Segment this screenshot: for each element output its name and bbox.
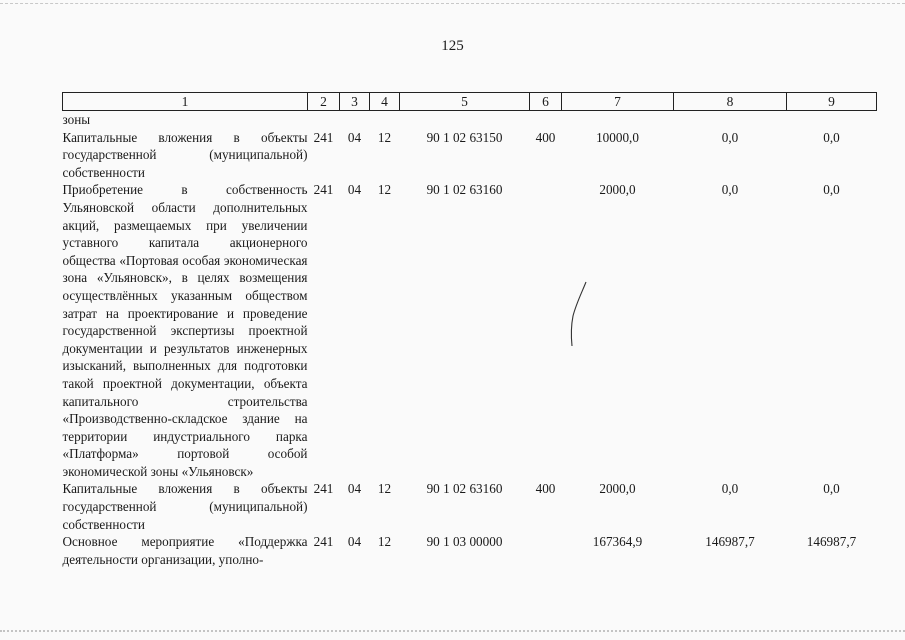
cell-col9: 0,0 <box>823 129 840 145</box>
row-name: Капитальные вложения в объекты государственной (муниципальной) собственности <box>62 129 308 180</box>
table-header-row <box>63 93 877 111</box>
row-name: Капитальные вложения в объекты государственной (муниципальной) собственности <box>62 481 308 532</box>
cell-col5: 90 1 02 63160 <box>426 182 503 198</box>
cell-col6 <box>530 111 562 129</box>
cell-col5: 90 1 02 63150 <box>426 129 503 145</box>
cell-col2 <box>308 111 340 129</box>
scan-edge-top <box>0 3 905 4</box>
column-header: 5 <box>400 93 530 111</box>
cell-col5: 90 1 02 63160 <box>426 481 503 497</box>
table-row <box>63 129 877 182</box>
column-header: 2 <box>308 93 340 111</box>
table-row <box>63 181 877 480</box>
cell-col3: 04 <box>347 481 362 497</box>
cell-col3: 04 <box>347 182 362 198</box>
row-name: зоны <box>62 112 91 127</box>
column-header: 6 <box>530 93 562 111</box>
cell-col7 <box>562 111 674 129</box>
cell-col5 <box>400 111 530 129</box>
cell-col2: 241 <box>313 534 334 550</box>
cell-col9: 0,0 <box>823 481 840 497</box>
cell-col5: 90 1 03 00000 <box>426 534 503 550</box>
column-header: 4 <box>370 93 400 111</box>
table-row <box>63 480 877 533</box>
cell-col8: 146987,7 <box>705 534 755 550</box>
cell-col6: 400 <box>535 481 556 497</box>
column-header: 8 <box>674 93 787 111</box>
cell-col7: 2000,0 <box>599 182 636 198</box>
budget-table <box>62 92 877 568</box>
cell-col9 <box>787 111 877 129</box>
cell-col8: 0,0 <box>721 129 739 145</box>
cell-col3: 04 <box>347 534 362 550</box>
cell-col4: 12 <box>377 182 392 198</box>
cell-col8: 0,0 <box>721 481 739 497</box>
cell-col7: 2000,0 <box>599 481 636 497</box>
cell-col4 <box>370 111 400 129</box>
column-header: 1 <box>63 93 308 111</box>
scan-edge-bottom <box>0 630 905 632</box>
cell-col4: 12 <box>377 129 392 145</box>
cell-col9: 0,0 <box>823 182 840 198</box>
cell-col8: 0,0 <box>721 182 739 198</box>
cell-col6 <box>530 181 562 480</box>
cell-col6: 400 <box>535 129 556 145</box>
row-name: Приобретение в собственность Ульяновской области дополнительных акций, размещаемых при увеличении уставного капитала акционерного общества «Портовая особая экономическая зона «Ульяновск», в целях возмещения осуществлённых указанным обществом затрат на проектирование и проведение государственной экспертизы проектной документации и результатов инженерных изысканий, выполненных для подготовки такой проектной документации, объекта капитального строительства «Производственно-складское здание на территории индустриального парка «Платформа» портовой особой экономической зоны «Ульяновск» <box>62 182 308 479</box>
cell-col6 <box>530 533 562 568</box>
column-header: 7 <box>562 93 674 111</box>
cell-col2: 241 <box>313 129 334 145</box>
cell-col4: 12 <box>377 481 392 497</box>
cell-col8 <box>674 111 787 129</box>
cell-col7: 167364,9 <box>592 534 643 550</box>
cell-col2: 241 <box>313 481 334 497</box>
row-name: Основное мероприятие «Поддержка деятельности организации, уполно- <box>62 534 308 567</box>
cell-col9: 146987,7 <box>806 534 857 550</box>
column-header: 3 <box>340 93 370 111</box>
pen-mark <box>560 280 590 350</box>
cell-col2: 241 <box>313 182 334 198</box>
table-row <box>63 111 877 129</box>
page-number: 125 <box>441 38 464 54</box>
cell-col3 <box>340 111 370 129</box>
cell-col3: 04 <box>347 129 362 145</box>
column-header: 9 <box>787 93 877 111</box>
table-row <box>63 533 877 568</box>
cell-col7: 10000,0 <box>596 129 639 145</box>
cell-col4: 12 <box>377 534 392 550</box>
